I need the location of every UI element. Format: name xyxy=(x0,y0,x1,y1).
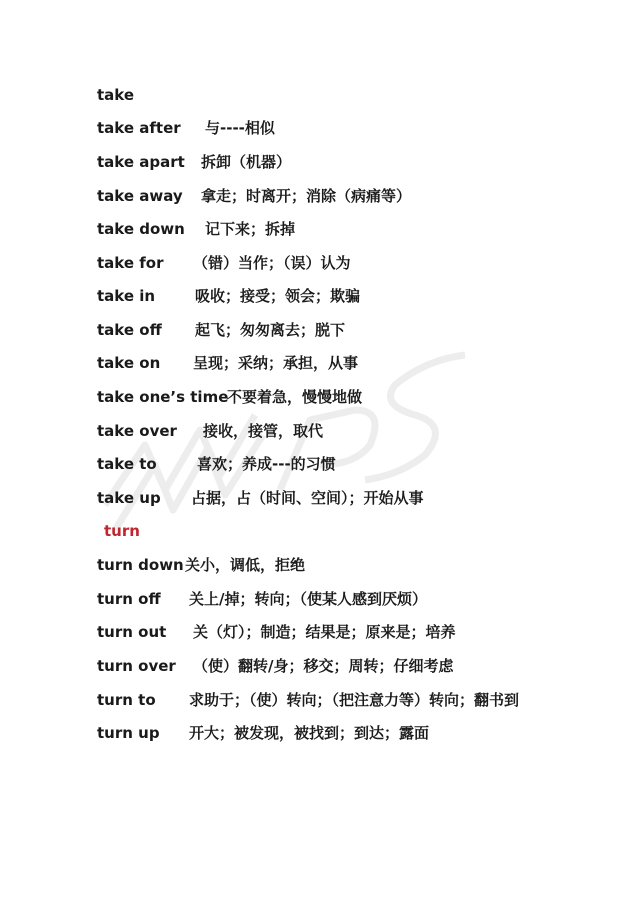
phrase: take for xyxy=(97,254,164,272)
meaning: 呈现；采纳；承担，从事 xyxy=(193,354,359,372)
list-item xyxy=(97,353,359,373)
list-item xyxy=(97,219,296,239)
list-item xyxy=(97,253,351,273)
meaning: 不要着急，慢慢地做 xyxy=(227,388,363,406)
list-item xyxy=(97,656,454,676)
list-item xyxy=(97,622,456,642)
list-item xyxy=(97,186,412,206)
phrase: take apart xyxy=(97,153,185,171)
meaning: 起飞；匆匆离去；脱下 xyxy=(195,321,346,339)
list-item xyxy=(97,387,363,407)
list-item xyxy=(97,118,275,138)
meaning: 求助于；（使）转向；（把注意力等）转向；翻书到 xyxy=(189,691,520,709)
list-item xyxy=(97,421,324,441)
list-item xyxy=(97,320,346,340)
phrase: take up xyxy=(97,489,161,507)
meaning: 拿走；时离开；消除（病痛等） xyxy=(201,187,412,205)
list-item xyxy=(97,690,520,710)
phrase: turn over xyxy=(97,657,176,675)
list-item xyxy=(97,454,336,474)
phrase: take on xyxy=(97,354,161,372)
meaning: 吸收；接受；领会；欺骗 xyxy=(195,287,361,305)
phrase: take one’s time xyxy=(97,388,229,406)
meaning: （错）当作；（误）认为 xyxy=(193,254,351,272)
phrase: take after xyxy=(97,119,181,137)
phrase: take off xyxy=(97,321,162,339)
heading-take: take xyxy=(97,86,135,104)
meaning: 关小，调低，拒绝 xyxy=(185,556,306,574)
phrase: turn to xyxy=(97,691,156,709)
meaning: 关（灯）；制造；结果是；原来是；培养 xyxy=(193,623,456,641)
meaning: （使）翻转/身；移交；周转；仔细考虑 xyxy=(193,657,454,675)
meaning: 开大；被发现，被找到；到达；露面 xyxy=(189,724,430,742)
phrase: turn off xyxy=(97,590,161,608)
list-item xyxy=(97,286,361,306)
meaning: 喜欢；养成---的习惯 xyxy=(197,455,336,473)
phrase: turn out xyxy=(97,623,167,641)
meaning: 关上/掉；转向；（使某人感到厌烦） xyxy=(189,590,427,608)
list-item xyxy=(97,152,292,172)
phrase: turn up xyxy=(97,724,160,742)
meaning: 占据，占（时间、空间）；开始从事 xyxy=(191,489,424,507)
list-item xyxy=(97,488,424,508)
list-item xyxy=(97,589,427,609)
heading-turn: turn xyxy=(104,522,140,540)
list-item xyxy=(97,723,430,743)
phrase: take down xyxy=(97,220,185,238)
meaning: 记下来；拆掉 xyxy=(205,220,296,238)
phrase: take over xyxy=(97,422,177,440)
phrase: take to xyxy=(97,455,157,473)
phrase: turn down xyxy=(97,556,184,574)
meaning: 拆卸（机器） xyxy=(201,153,292,171)
phrase: take in xyxy=(97,287,156,305)
list-item xyxy=(97,555,306,575)
meaning: 与----相似 xyxy=(205,119,275,137)
meaning: 接收，接管，取代 xyxy=(203,422,324,440)
phrase: take away xyxy=(97,187,183,205)
